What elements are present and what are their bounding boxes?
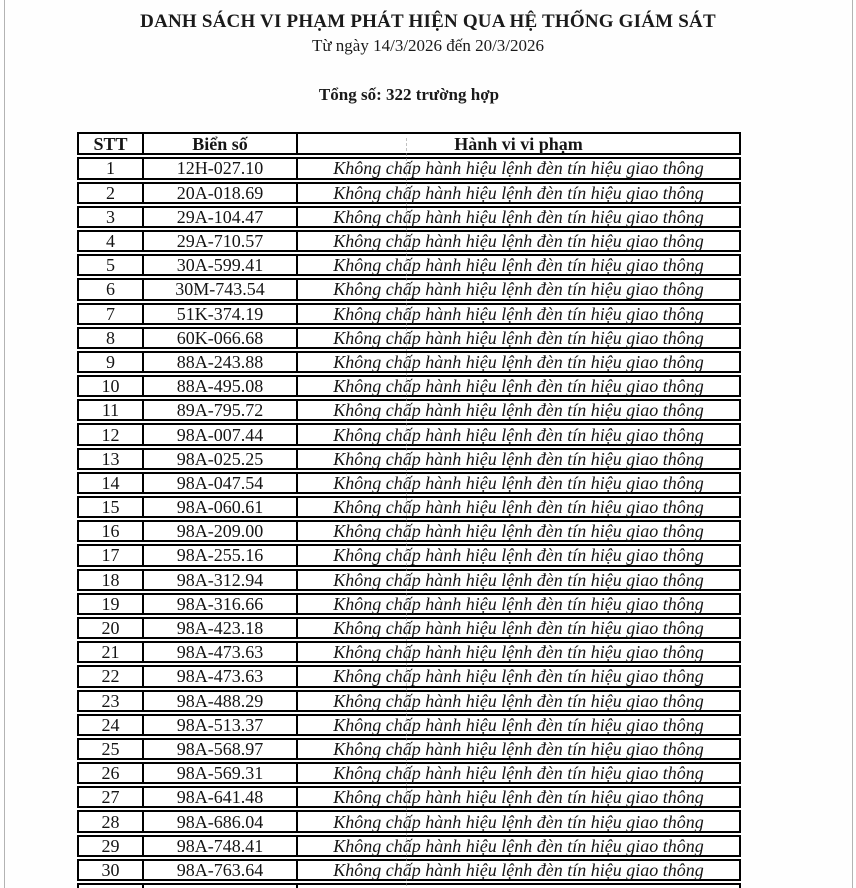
row-violation: Không chấp hành hiệu lệnh đèn tín hiệu giao thông [333, 327, 704, 348]
table-row [77, 738, 741, 760]
row-violation: Không chấp hành hiệu lệnh đèn tín hiệu giao thông [333, 859, 704, 880]
row-violation: Không chấp hành hiệu lệnh đèn tín hiệu giao thông [333, 593, 704, 614]
table-row [77, 786, 741, 808]
row-plate: 88A-243.88 [144, 353, 298, 371]
table-row [77, 569, 741, 591]
row-plate: 98A-473.63 [144, 667, 298, 685]
column-header-stt: STT [79, 134, 144, 153]
row-plate: 88A-495.08 [144, 377, 298, 395]
row-stt: 17 [79, 546, 144, 564]
row-stt: 19 [79, 595, 144, 613]
page-edge-line-right [852, 0, 853, 888]
row-stt: 25 [79, 740, 144, 758]
row-stt: 16 [79, 522, 144, 540]
row-stt: 15 [79, 498, 144, 516]
table-row [77, 448, 741, 470]
row-violation: Không chấp hành hiệu lệnh đèn tín hiệu giao thông [333, 351, 704, 372]
table-row [77, 351, 741, 373]
row-plate: 98A-423.18 [144, 619, 298, 637]
table-row [77, 641, 741, 663]
row-stt: 11 [79, 401, 144, 419]
row-violation: Không chấp hành hiệu lệnh đèn tín hiệu giao thông [333, 497, 704, 518]
table-row [77, 762, 741, 784]
row-plate: 98A-763.64 [144, 861, 298, 879]
table-row [77, 520, 741, 542]
row-stt: 22 [79, 667, 144, 685]
row-violation: Không chấp hành hiệu lệnh đèn tín hiệu giao thông [333, 182, 704, 203]
scan-artifact-dashed-line [406, 138, 407, 886]
row-violation: Không chấp hành hiệu lệnh đèn tín hiệu giao thông [333, 642, 704, 663]
row-stt: 2 [79, 184, 144, 202]
row-stt: 18 [79, 571, 144, 589]
row-plate: 30A-599.41 [144, 256, 298, 274]
row-violation: Không chấp hành hiệu lệnh đèn tín hiệu giao thông [333, 400, 704, 421]
row-stt: 28 [79, 812, 144, 830]
row-plate: 89A-795.72 [144, 401, 298, 419]
row-stt: 5 [79, 256, 144, 274]
row-violation: Không chấp hành hiệu lệnh đèn tín hiệu giao thông [333, 811, 704, 832]
row-violation: Không chấp hành hiệu lệnh đèn tín hiệu giao thông [333, 303, 704, 324]
row-stt: 23 [79, 692, 144, 710]
row-violation: Không chấp hành hiệu lệnh đèn tín hiệu giao thông [333, 835, 704, 856]
row-plate: 29A-104.47 [144, 208, 298, 226]
row-violation: Không chấp hành hiệu lệnh đèn tín hiệu giao thông [333, 714, 704, 735]
row-plate: 98A-316.66 [144, 595, 298, 613]
table-row [77, 859, 741, 881]
row-plate: 12H-027.10 [144, 159, 298, 177]
row-stt: 13 [79, 450, 144, 468]
row-plate: 98A-209.00 [144, 522, 298, 540]
row-plate: 98A-025.25 [144, 450, 298, 468]
table-row [77, 714, 741, 736]
row-violation: Không chấp hành hiệu lệnh đèn tín hiệu giao thông [333, 763, 704, 784]
table-row-partial [77, 883, 741, 888]
table-row [77, 230, 741, 252]
row-plate: 98A-060.61 [144, 498, 298, 516]
row-stt: 30 [79, 861, 144, 879]
table-row [77, 157, 741, 179]
row-plate: 29A-710.57 [144, 232, 298, 250]
table-row [77, 254, 741, 276]
row-stt: 3 [79, 208, 144, 226]
total-count: Tổng số: 322 trường hợp [318, 85, 500, 104]
row-violation: Không chấp hành hiệu lệnh đèn tín hiệu giao thông [333, 158, 704, 179]
row-plate: 98A-513.37 [144, 716, 298, 734]
row-plate: 98A-047.54 [144, 474, 298, 492]
row-plate: 30M-743.54 [144, 280, 298, 298]
row-stt: 29 [79, 837, 144, 855]
row-stt: 26 [79, 764, 144, 782]
row-violation: Không chấp hành hiệu lệnh đèn tín hiệu giao thông [333, 690, 704, 711]
row-stt: 8 [79, 329, 144, 347]
table-row [77, 182, 741, 204]
table-row [77, 617, 741, 639]
row-plate: 60K-066.68 [144, 329, 298, 347]
violations-table [77, 132, 741, 888]
table-row [77, 327, 741, 349]
table-row [77, 810, 741, 832]
table-row [77, 835, 741, 857]
table-row [77, 496, 741, 518]
row-violation: Không chấp hành hiệu lệnh đèn tín hiệu giao thông [333, 231, 704, 252]
row-violation: Không chấp hành hiệu lệnh đèn tín hiệu giao thông [333, 787, 704, 808]
row-violation: Không chấp hành hiệu lệnh đèn tín hiệu giao thông [333, 206, 704, 227]
column-header-plate: Biển số [144, 134, 298, 153]
page-edge-line-left [4, 0, 5, 888]
row-violation: Không chấp hành hiệu lệnh đèn tín hiệu giao thông [333, 738, 704, 759]
row-violation: Không chấp hành hiệu lệnh đèn tín hiệu giao thông [333, 569, 704, 590]
row-stt: 7 [79, 305, 144, 323]
table-row [77, 665, 741, 687]
row-violation: Không chấp hành hiệu lệnh đèn tín hiệu giao thông [333, 255, 704, 276]
row-plate: 98A-488.29 [144, 692, 298, 710]
row-plate: 98A-569.31 [144, 764, 298, 782]
row-violation: Không chấp hành hiệu lệnh đèn tín hiệu giao thông [333, 424, 704, 445]
row-violation: Không chấp hành hiệu lệnh đèn tín hiệu giao thông [333, 472, 704, 493]
row-plate: 98A-568.97 [144, 740, 298, 758]
row-stt: 12 [79, 425, 144, 443]
table-row [77, 544, 741, 566]
table-row [77, 690, 741, 712]
row-plate: 98A-255.16 [144, 546, 298, 564]
page-title: DANH SÁCH VI PHẠM PHÁT HIỆN QUA HỆ THỐNG GIÁM SÁT [140, 11, 716, 32]
table-row [77, 278, 741, 300]
table-row [77, 399, 741, 421]
row-stt: 6 [79, 280, 144, 298]
row-violation: Không chấp hành hiệu lệnh đèn tín hiệu giao thông [333, 545, 704, 566]
row-plate: 98A-748.41 [144, 837, 298, 855]
table-row [77, 206, 741, 228]
table-row [77, 593, 741, 615]
table-row [77, 375, 741, 397]
row-violation: Không chấp hành hiệu lệnh đèn tín hiệu giao thông [333, 376, 704, 397]
row-plate: 20A-018.69 [144, 184, 298, 202]
row-plate: 98A-312.94 [144, 571, 298, 589]
row-stt: 1 [79, 159, 144, 177]
row-violation: Không chấp hành hiệu lệnh đèn tín hiệu giao thông [333, 448, 704, 469]
date-range: Từ ngày 14/3/2026 đến 20/3/2026 [311, 36, 545, 55]
row-stt: 10 [79, 377, 144, 395]
row-stt: 24 [79, 716, 144, 734]
column-header-violation: Hành vi vi phạm [454, 133, 583, 154]
row-violation: Không chấp hành hiệu lệnh đèn tín hiệu giao thông [333, 666, 704, 687]
table-row [77, 423, 741, 445]
table-body [77, 157, 741, 888]
row-violation: Không chấp hành hiệu lệnh đèn tín hiệu giao thông [333, 279, 704, 300]
row-stt: 14 [79, 474, 144, 492]
row-stt: 21 [79, 643, 144, 661]
table-header-row [77, 132, 741, 155]
row-stt: 4 [79, 232, 144, 250]
table-row [77, 472, 741, 494]
row-plate: 98A-641.48 [144, 788, 298, 806]
row-stt: 27 [79, 788, 144, 806]
row-plate: 98A-686.04 [144, 812, 298, 830]
row-violation: Không chấp hành hiệu lệnh đèn tín hiệu giao thông [333, 618, 704, 639]
row-stt: 9 [79, 353, 144, 371]
row-plate: 98A-473.63 [144, 643, 298, 661]
row-violation: Không chấp hành hiệu lệnh đèn tín hiệu giao thông [333, 521, 704, 542]
table-row [77, 303, 741, 325]
row-plate: 51K-374.19 [144, 305, 298, 323]
row-plate: 98A-007.44 [144, 425, 298, 443]
row-stt: 20 [79, 619, 144, 637]
